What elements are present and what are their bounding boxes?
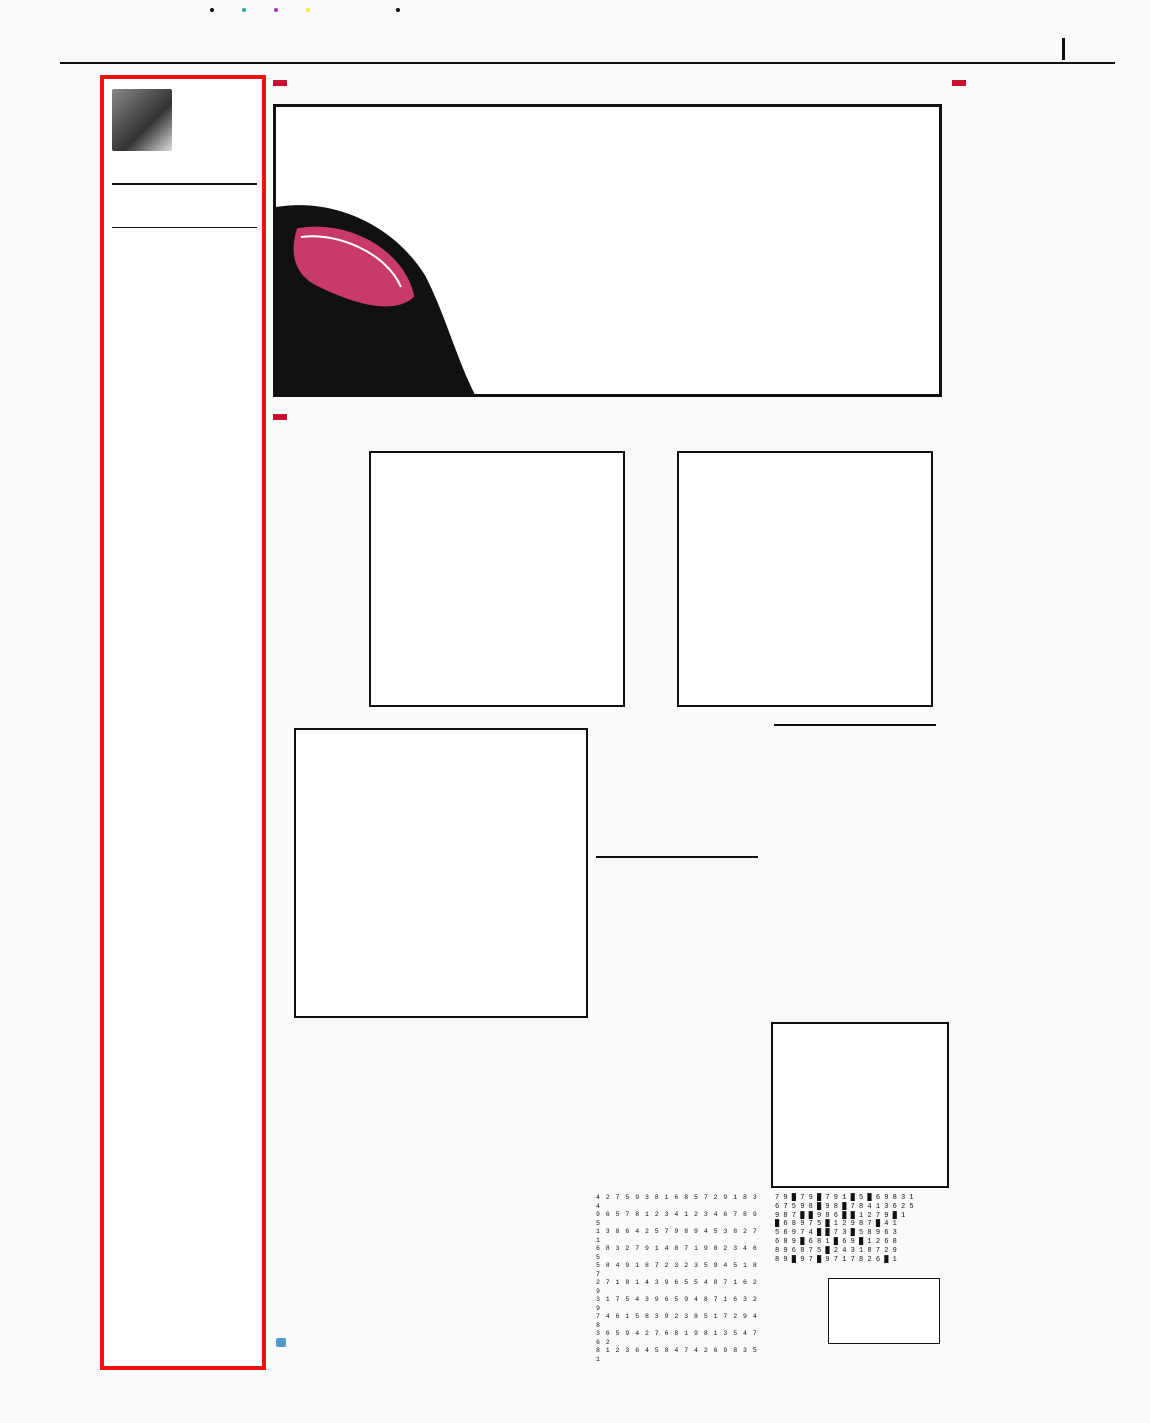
wordsearch-grid[interactable]: 4 2 7 5 9 3 8 1 6 8 5 7 2 9 1 8 3 4 9 6 5 7 8 1 2 3 4 1 2 3 4 6 7 8 9 5 1 3 8 6 4 2 5 7 9 8 9 4 5 3 8 2 7 1 6 8 3 2 7 9 1 4 8 7 1 9 8 2 3 4 6 5 5 8 4 9 1 8 7 2 3 2 3 5 9 4 5 1 8 7 2 7 1 8 1 4 3 9 6 5 5 4 8 7 1 6 2 9 3 1 7 5 4 3 9 6 5 9 4 8 7 1 6 3 2 9 7 4 6 1 5 8 3 9 2 3 8 5 1 7 2 9 4 8 3 6 5 9 4 2 7 6 8 1 9 8 1 3 5 4 7 6 2 8 1 2 3 6 4 5 8 4 7 4 2 6 9 8 3 5 1 — [596, 1194, 758, 1363]
clues-horizontales — [273, 1020, 425, 1022]
freeflow-grid[interactable] — [771, 1022, 949, 1188]
horoscopo-label — [952, 80, 966, 86]
freeflow-title — [592, 1030, 674, 1180]
hitori-example-grid — [596, 856, 758, 858]
hitori-puzzle-grid[interactable] — [774, 724, 936, 726]
header-divider — [1062, 38, 1065, 60]
divider — [112, 183, 257, 185]
page-header — [60, 34, 1115, 64]
divider — [112, 227, 257, 228]
cartoon-drawing — [276, 167, 536, 397]
article-body — [112, 235, 258, 1340]
juegos-label — [273, 414, 287, 420]
sudoku-grid-1[interactable] — [369, 451, 625, 707]
twitter-icon — [276, 1338, 286, 1347]
opinion-column — [100, 75, 266, 1370]
caricature — [273, 104, 942, 397]
wordsearch-grid-2[interactable]: 7 9 █ 7 9 █ 7 9 1 █ 5 █ 6 9 8 3 1 6 7 5 9 8 █ 9 8 █ 7 8 4 1 3 6 2 5 9 8 7 █ █ 9 8 6 █ █ 1 2 7 9 █ 1 █ 6 8 9 7 5 █ 1 2 9 8 7 █ 4 1 5 6 9 7 4 █ █ 7 3 █ 5 8 9 6 3 6 8 9 █ 6 8 1 █ 6 9 █ 1 2 6 8 8 9 6 8 7 5 █ 2 4 3 1 8 7 2 9 8 9 █ 9 7 █ 9 7 1 7 8 2 6 █ 1 — [775, 1194, 914, 1264]
caricatura-label — [273, 80, 287, 86]
sums-grid[interactable] — [828, 1278, 940, 1344]
clues-verticales — [434, 1020, 584, 1022]
crossword-grid[interactable] — [294, 728, 588, 1018]
author-photo — [112, 89, 172, 151]
crossword-credit — [273, 1338, 289, 1350]
sudoku-grid-2[interactable] — [677, 451, 933, 707]
